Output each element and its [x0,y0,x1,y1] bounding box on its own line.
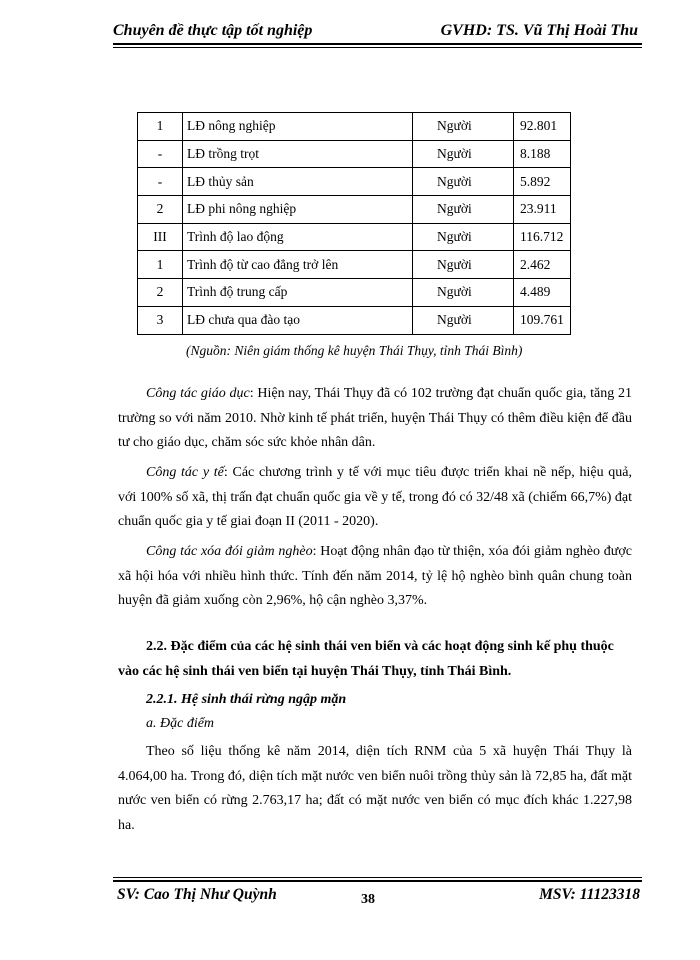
row-indicator: LĐ nông nghiệp [183,113,413,141]
education-text: : Hiện nay, Thái Thụy đã có 102 trường đạt chuẩn quốc gia, tăng 21 trường so với năm 2010. Nhờ kinh tế phát triển, huyện Thái Thụy có thêm điều kiện để đầu tư cho giáo dục, chăm sóc sức khỏe nhân dân. [118,386,632,450]
health-text: : Các chương trình y tế với mục tiêu được triển khai nề nếp, hiệu quả, với 100% số xã, thị trấn đạt chuẩn quốc gia về y tế, trong đó có 32/48 xã (chiếm 66,7%) đạt chuẩn quốc gia y tế giai đoạn II (2011 - 2020). [118,465,632,529]
row-index: - [138,168,183,196]
subsubsection-heading: a. Đặc điểm [146,716,215,731]
footer-rule-thin [113,877,642,878]
row-value: 92.801 [514,113,571,141]
row-unit: Người [413,306,514,334]
page-header [113,14,638,40]
row-unit: Người [413,140,514,168]
table-row [138,251,571,279]
page-number: 38 [361,892,375,907]
row-value: 116.712 [514,223,571,251]
mangrove-paragraph: Theo số liệu thống kê năm 2014, diện tích RNM của 5 xã huyện Thái Thụy là 4.064,00 ha. Trong đó, diện tích mặt nước ven biển nuôi trồng thủy sản là 72,85 ha, đất mặt nước ven biển có rừng 2.763,17 ha; đất có mặt nước ven biển có mục đích khác 1.227,98 ha. [118,744,632,833]
row-indicator: LĐ trồng trọt [183,140,413,168]
table-row [138,306,571,334]
table-row [138,113,571,141]
section-heading: 2.2. Đặc điểm của các hệ sinh thái ven biển và các hoạt động sinh kế phụ thuộc vào các hệ sinh thái ven biển tại huyện Thái Thụy, tỉnh Thái Bình. [118,639,614,679]
table-source: (Nguồn: Niên giám thống kê huyện Thái Thụy, tỉnh Thái Bình) [186,343,523,358]
row-index: 1 [138,113,183,141]
row-unit: Người [413,113,514,141]
header-rule [113,43,642,45]
poverty-paragraph [118,540,632,614]
row-value: 4.489 [514,279,571,307]
row-value: 2.462 [514,251,571,279]
row-index: III [138,223,183,251]
header-rule-thin [113,47,642,48]
footer-student-id: MSV: 11123318 [539,886,640,903]
subsection-heading: 2.2.1. Hệ sinh thái rừng ngập mặn [146,692,347,707]
page-footer [113,886,642,912]
row-value: 5.892 [514,168,571,196]
labor-table [137,112,571,335]
row-index: - [138,140,183,168]
table-row [138,140,571,168]
education-paragraph [118,382,632,456]
health-label: Công tác y tế [146,465,224,480]
labor-table-body [138,113,571,335]
table-row [138,279,571,307]
row-indicator: Trình độ từ cao đẳng trở lên [183,251,413,279]
table-row [138,223,571,251]
row-indicator: LĐ phi nông nghiệp [183,196,413,224]
header-supervisor: GVHD: TS. Vũ Thị Hoài Thu [440,22,638,39]
row-indicator: LĐ thủy sản [183,168,413,196]
row-indicator: LĐ chưa qua đào tạo [183,306,413,334]
row-unit: Người [413,168,514,196]
row-indicator: Trình độ lao động [183,223,413,251]
row-unit: Người [413,196,514,224]
health-paragraph [118,461,632,535]
row-index: 1 [138,251,183,279]
row-index: 2 [138,279,183,307]
row-value: 8.188 [514,140,571,168]
poverty-text: : Hoạt động nhân đạo từ thiện, xóa đói giảm nghèo được xã hội hóa với nhiều hình thức. Tính đến năm 2014, tỷ lệ hộ nghèo bình quân chung toàn huyện đã giảm xuống còn 2,96%, hộ cận nghèo 3,37%. [118,544,632,608]
row-value: 23.911 [514,196,571,224]
row-indicator: Trình độ trung cấp [183,279,413,307]
row-index: 3 [138,306,183,334]
row-unit: Người [413,279,514,307]
table-row [138,168,571,196]
education-label: Công tác giáo dục [146,386,250,401]
row-value: 109.761 [514,306,571,334]
row-index: 2 [138,196,183,224]
footer-rule [113,880,642,882]
table-row [138,196,571,224]
row-unit: Người [413,251,514,279]
row-unit: Người [413,223,514,251]
header-title: Chuyên đề thực tập tốt nghiệp [113,22,313,39]
footer-student: SV: Cao Thị Như Quỳnh [117,886,277,903]
poverty-label: Công tác xóa đói giảm nghèo [146,544,313,559]
